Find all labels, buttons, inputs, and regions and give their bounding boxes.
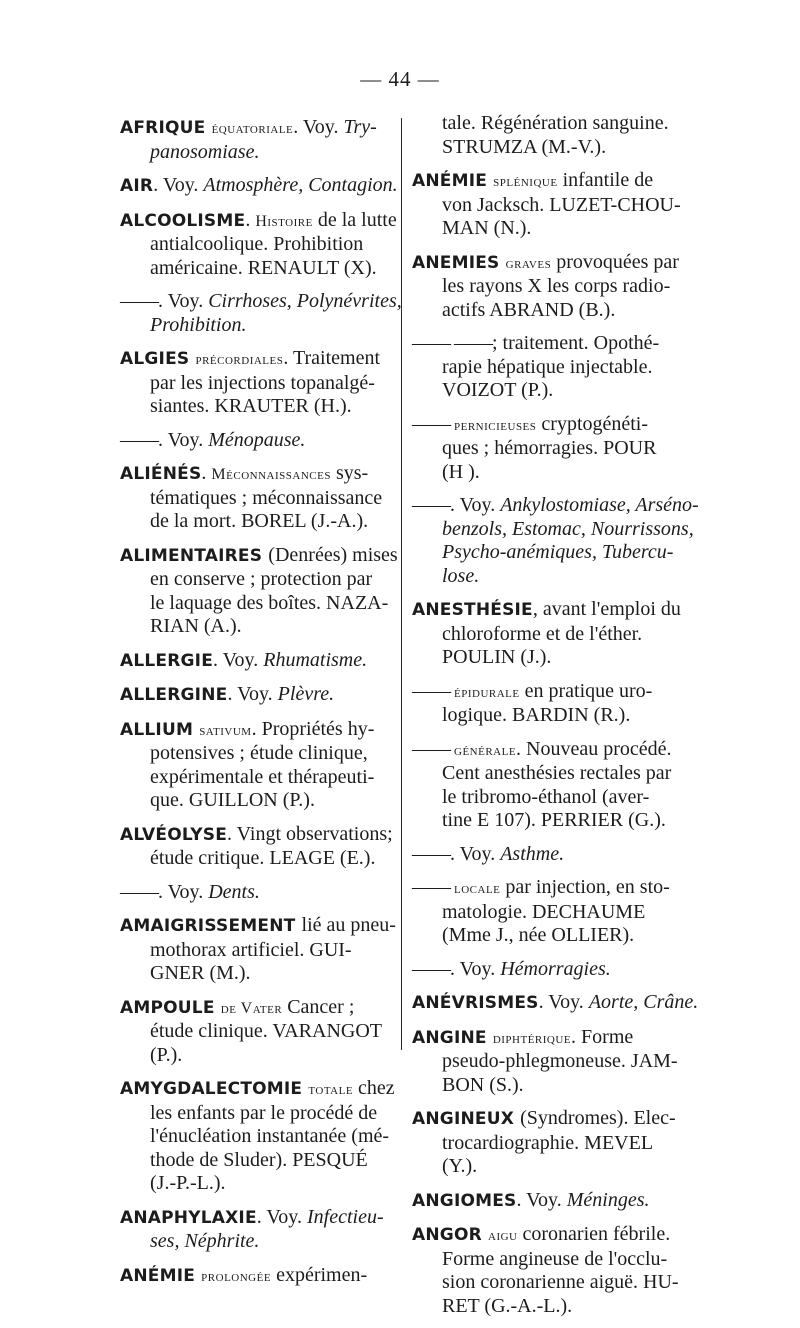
entry-alveolyse-voy (120, 881, 392, 905)
entry-text: —— —— (412, 332, 492, 354)
entry-text: locale (454, 880, 501, 897)
entry-text: pernicieuses (454, 416, 537, 434)
right-column (412, 112, 699, 1328)
entry-text: pseudo-phlegmoneuse. JAM- (442, 1050, 678, 1072)
entry-alimentaires (120, 543, 398, 639)
entry-text: tématiques ; méconnaissance (150, 486, 383, 509)
entry-text: Dents. (208, 880, 260, 903)
entry-angor-aigu (412, 1223, 684, 1318)
entry-text: totale (308, 1081, 354, 1098)
entry-allium-sativum (120, 718, 392, 813)
entry-text: antialcoolique. Prohibition (150, 233, 364, 255)
entry-text: les rayons X les corps radio- (442, 275, 671, 297)
entry-text: Cancer ; (282, 995, 355, 1018)
entry-text: en conserve ; protection par (150, 568, 373, 590)
entry-text: —— (120, 290, 158, 312)
entry-anemies-pernicieuses (412, 413, 684, 485)
headword: ALCOOLISME (120, 210, 246, 231)
entry-text: étude clinique. VARANGOT (150, 1020, 383, 1042)
entry-text: (Denrées) mises (268, 543, 398, 566)
entry-text: précordiales (195, 351, 284, 368)
entry-text: épidurale (454, 683, 520, 701)
headword: ALLERGIE (120, 650, 214, 671)
entry-alcoolisme-voy (120, 290, 402, 337)
entry-text: . Vingt observations; (227, 822, 393, 845)
entry-text: le tribromo-éthanol (aver- (442, 785, 650, 808)
entry-anemie-prolongee-cont (412, 112, 684, 159)
entry-text: expérimen- (271, 1263, 368, 1286)
headword: ANGIOMES (412, 1190, 517, 1211)
entry-text: Cirrhoses, Polynévrites, (208, 290, 402, 312)
entry-text: . Nouveau procédé. (516, 737, 672, 760)
entry-angine-diphterique (412, 1026, 684, 1098)
entry-text: coronarien fébrile. (517, 1223, 671, 1245)
headword: ALLIUM (120, 719, 200, 740)
entry-text: ques ; hémorragies. POUR (442, 437, 657, 459)
entry-text: Ménopause. (208, 428, 306, 451)
entry-anesthesie-locale (412, 876, 684, 948)
entry-text: . Voy. (213, 648, 264, 671)
entry-angiomes (412, 1189, 684, 1214)
entry-anesthesie-voy-2 (412, 958, 684, 982)
headword: ANÉVRISMES (412, 993, 539, 1013)
column-divider (401, 118, 402, 1050)
entry-text: siantes. KRAUTER (H.). (150, 395, 352, 417)
entry-text: RIAN (A.). (150, 615, 242, 637)
entry-text: . Forme (571, 1025, 634, 1048)
headword: AMPOULE (120, 997, 221, 1018)
headword: ANGINE (412, 1027, 493, 1048)
entry-anemies-traitement (412, 332, 684, 403)
entry-text: sion coronarienne aiguë. HU- (442, 1271, 679, 1293)
entry-text: ses, Néphrite. (150, 1230, 260, 1252)
entry-text: de Vater (220, 999, 283, 1017)
entry-algies-precordiales (120, 347, 392, 419)
entry-text: . (201, 462, 212, 484)
entry-text: aigu (488, 1227, 518, 1244)
entry-text: thode de Sluder). PESQUÉ (150, 1148, 368, 1171)
entry-anevrismes (412, 991, 699, 1016)
entry-text: chez (353, 1077, 395, 1099)
entry-text: l'énucléation instantanée (mé- (150, 1125, 390, 1147)
entry-text: . Voy. (227, 683, 278, 705)
entry-text: . (245, 208, 256, 231)
headword: AIR (120, 176, 154, 196)
entry-text: . Propriétés hy- (251, 717, 375, 740)
headword: ANESTHÉSIE (412, 600, 533, 620)
entry-anemie-splenique (412, 169, 684, 241)
entry-ampoule-de-vater (120, 996, 392, 1068)
entry-text: . Traitement (283, 347, 381, 369)
entry-text: lose. (442, 564, 480, 587)
entry-alienes (120, 462, 392, 534)
headword: ALGIES (120, 349, 196, 369)
entry-text: étude critique. LEAGE (E.). (150, 847, 376, 869)
entry-text: von Jacksch. LUZET-CHOU- (442, 193, 681, 216)
entry-text: Méninges. (566, 1188, 650, 1211)
entry-text: Cent anesthésies rectales par (442, 762, 672, 784)
entry-text: mothorax artificiel. GUI- (150, 938, 352, 961)
entry-air (120, 174, 398, 199)
entry-text: . Voy. (158, 880, 209, 903)
entry-text: Aorte, Crâne. (588, 991, 699, 1013)
headword: ANÉMIE (120, 1265, 202, 1286)
entry-anesthesie-generale (412, 738, 684, 833)
entry-text: —— (412, 679, 454, 702)
entry-text: Try- (343, 116, 377, 138)
entry-text: BON (S.). (442, 1073, 524, 1096)
headword: ALIÉNÉS (120, 464, 202, 484)
headword: ANEMIES (412, 252, 506, 273)
entry-text: infantile de (557, 169, 654, 191)
entry-allergie (120, 649, 392, 674)
entry-text: splénique (493, 173, 558, 190)
entry-text: Atmosphère, Contagion. (203, 174, 398, 196)
headword: ALVÉOLYSE (120, 824, 228, 845)
entry-text: tine E 107). PERRIER (G.). (442, 809, 666, 831)
entry-text: que. GUILLON (P.). (150, 789, 315, 811)
entry-text: . Voy. (158, 428, 209, 451)
entry-text: MAN (N.). (442, 217, 532, 239)
entry-text: RET (G.-A.-L.). (442, 1294, 573, 1317)
entry-anemies-graves (412, 251, 684, 323)
entry-text: (H ). (442, 460, 480, 483)
headword: AMAIGRISSEMENT (120, 916, 302, 936)
entry-text: par les injections topanalgé- (150, 371, 375, 394)
entry-anesthesie-voy (412, 843, 684, 867)
entry-text: Rhumatisme. (263, 648, 368, 671)
entry-text: —— (412, 737, 454, 760)
entry-anesthesie-epidurale (412, 680, 684, 728)
entry-text: VOIZOT (P.). (442, 379, 554, 401)
entry-text: trocardiographie. MEVEL (442, 1131, 654, 1154)
entry-text: STRUMZA (M.-V.). (442, 135, 607, 158)
entry-text: chloroforme et de l'éther. (442, 622, 643, 645)
entry-text: —— (412, 412, 454, 435)
entry-text: —— (412, 842, 450, 865)
entry-text: générale (454, 741, 517, 759)
entry-text: Infectieu- (307, 1205, 384, 1228)
entry-text: —— (412, 876, 454, 898)
entry-text: GNER (M.). (150, 962, 251, 984)
entry-alveolyse (120, 823, 392, 871)
headword: ANÉMIE (412, 171, 494, 191)
entry-text: de la lutte (312, 208, 397, 231)
entry-text: . Voy. (516, 1188, 567, 1211)
entry-text: matologie. DECHAUME (442, 900, 646, 923)
entry-text: —— (120, 880, 158, 903)
entry-amygdalectomie (120, 1077, 395, 1196)
entry-text: Asthme. (500, 842, 565, 865)
entry-text: Prohibition. (150, 313, 247, 336)
entry-text: (J.-P.-L.). (150, 1172, 226, 1194)
entry-text: . Voy. (450, 494, 501, 516)
entry-text: Hémorragies. (500, 957, 611, 980)
entry-text: ; traitement. Opothé- (492, 332, 660, 354)
headword: AFRIQUE (120, 118, 212, 138)
entry-text: en pratique uro- (519, 679, 653, 702)
entry-text: potensives ; étude clinique, (150, 742, 368, 764)
headword: ANAPHYLAXIE (120, 1207, 257, 1228)
headword: AMYGDALECTOMIE (120, 1079, 309, 1099)
entry-text: —— (412, 957, 450, 980)
entry-text: par injection, en sto- (500, 876, 670, 898)
entry-angineux (412, 1107, 684, 1179)
left-column (120, 116, 402, 1298)
entry-anemie-prolongee (120, 1264, 392, 1289)
entry-afrique-equatoriale (120, 116, 392, 164)
headword: ALIMENTAIRES (120, 545, 269, 566)
entry-text: diphtérique (492, 1029, 572, 1047)
entry-text: . Voy. (538, 991, 589, 1013)
entry-text: benzols, Estomac, Nourrissons, (442, 517, 694, 540)
entry-text: rapie hépatique injectable. (442, 355, 653, 378)
entry-text: graves (505, 254, 552, 272)
entry-text: Histoire (255, 212, 313, 230)
entry-text: . Voy. (293, 116, 344, 138)
entry-text: sativum (199, 721, 252, 739)
entry-text: logique. BARDIN (R.). (442, 704, 631, 726)
entry-anemies-voy (412, 494, 699, 588)
entry-text: (Syndromes). Elec- (520, 1107, 676, 1129)
entry-text: actifs ABRAND (B.). (442, 298, 616, 321)
entry-algies-voy (120, 429, 392, 453)
entry-text: prolongée (201, 1267, 272, 1285)
entry-alcoolisme (120, 208, 397, 281)
entry-text: Plèvre. (277, 683, 335, 705)
entry-text: POULIN (J.). (442, 646, 552, 668)
entry-text: . Voy. (153, 174, 204, 196)
entry-text: —— (120, 428, 158, 451)
entry-text: expérimentale et thérapeuti- (150, 765, 375, 788)
entry-text: Forme angineuse de l'occlu- (442, 1247, 668, 1270)
entry-text: . Voy. (158, 290, 209, 312)
entry-text: équatoriale (211, 120, 294, 137)
headword: ANGOR (412, 1225, 488, 1245)
entry-text: (Mme J., née OLLIER). (442, 924, 635, 946)
entry-text: —— (412, 494, 450, 516)
entry-anaphylaxie (120, 1206, 392, 1254)
entry-text: (Y.). (442, 1155, 478, 1177)
entry-text: sys- (330, 462, 369, 484)
entry-text: lié au pneu- (301, 914, 396, 936)
headword: ANGINEUX (412, 1109, 521, 1129)
entry-text: . Voy. (256, 1205, 307, 1228)
entry-text: , avant l'emploi du (532, 598, 681, 620)
entry-text: tale. Régénération sanguine. (442, 112, 669, 134)
entry-text: américaine. RENAULT (X). (150, 256, 377, 279)
entry-text: Psycho-anémiques, Tubercu- (442, 541, 674, 563)
entry-text: Méconnaissances (211, 466, 331, 483)
entry-amaigrissement (120, 914, 396, 986)
entry-text: panosomiase. (150, 140, 260, 163)
headword: ALLERGINE (120, 685, 228, 705)
entry-text: . Voy. (450, 842, 501, 865)
entry-allergine (120, 683, 392, 708)
entry-text: . Voy. (450, 957, 501, 980)
entry-text: les enfants par le procédé de (150, 1101, 378, 1124)
page-number: — 44 — (360, 67, 440, 91)
entry-text: provoquées par (551, 250, 679, 273)
entry-anesthesie (412, 598, 684, 670)
entry-text: cryptogénéti- (536, 412, 649, 435)
entry-text: (P.). (150, 1043, 183, 1066)
entry-text: Ankylostomiase, Arséno- (500, 494, 699, 516)
entry-text: de la mort. BOREL (J.-A.). (150, 510, 369, 532)
entry-text: le laquage des boîtes. NAZA- (150, 591, 389, 614)
